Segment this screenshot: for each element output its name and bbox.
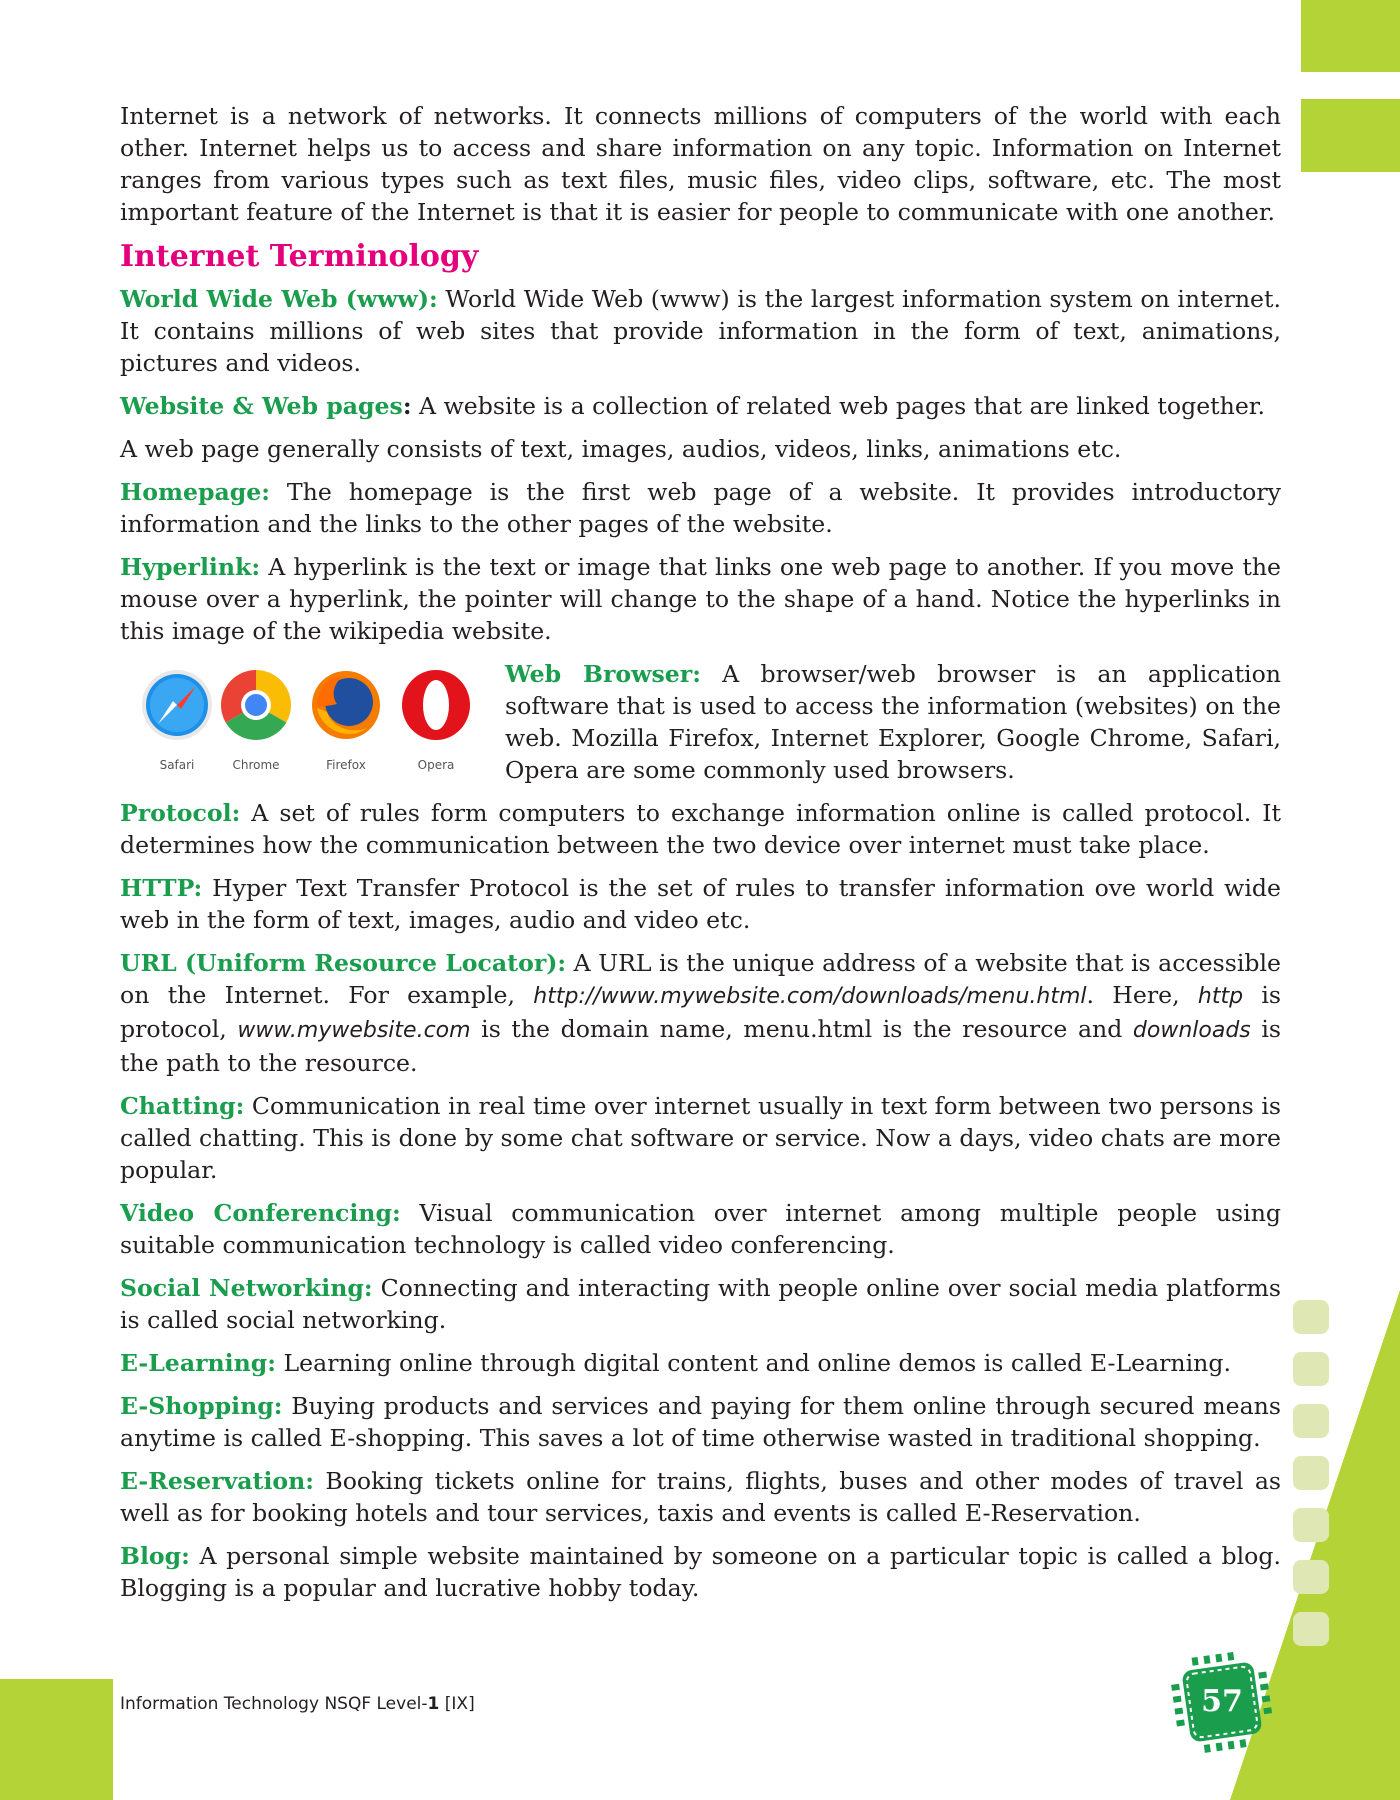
firefox-icon: [309, 668, 383, 742]
term-label: Homepage:: [120, 478, 271, 506]
browser-caption: Opera: [417, 758, 455, 772]
url-protocol: http: [1197, 984, 1244, 1009]
corner-tab-top: [1301, 0, 1400, 72]
term-label: World Wide Web (www):: [120, 285, 438, 313]
term-url: [120, 947, 1281, 1079]
term-www: [120, 283, 1281, 379]
term-label: Blog:: [120, 1542, 190, 1570]
film-strip-square: [1293, 1560, 1329, 1594]
term-website: [120, 390, 1281, 422]
term-definition: A personal simple website maintained by someone on a particular topic is called a blog. Blogging is a popular and lucrative hobby today.: [120, 1542, 1281, 1602]
footer-prefix: Information Technology NSQF Level-: [120, 1694, 428, 1714]
chrome-icon: [219, 668, 293, 742]
term-protocol: [120, 797, 1281, 861]
term-label: E-Reservation:: [120, 1467, 315, 1495]
intro-paragraph: Internet is a network of networks. It connects millions of computers of the world with each other. Internet helps us to access and share information on any topic. Information on Internet ranges from various types such as text files, music files, video clips, software, etc. The most important feature of the Internet is that it is easier for people to communicate with one another.: [120, 102, 1281, 226]
term-social-networking: [120, 1272, 1281, 1336]
term-video-conferencing: [120, 1197, 1281, 1261]
url-text: is protocol,: [120, 981, 1282, 1043]
url-example: http://www.mywebsite.com/downloads/menu.html: [533, 984, 1087, 1009]
term-label: Hyperlink:: [120, 553, 261, 581]
browser-caption: Firefox: [326, 758, 366, 772]
term-label: Web Browser:: [505, 660, 701, 688]
term-definition: The homepage is the first web page of a website. It provides introductory information and the links to the other pages of the website.: [120, 478, 1281, 538]
corner-tab-second: [1301, 99, 1400, 172]
opera-icon: [399, 668, 473, 742]
browser-section: [120, 658, 1281, 786]
term-label: E-Learning:: [120, 1349, 277, 1377]
term-definition: Booking tickets online for trains, flights, buses and other modes of travel as well as for booking hotels and tour services, taxis and events is called E-Reservation.: [120, 1467, 1281, 1527]
film-strip-square: [1293, 1300, 1329, 1334]
footer-book-title: [120, 1694, 475, 1714]
term-definition: Buying products and services and paying for them online through secured means anytime is called E-shopping. This saves a lot of time otherwise wasted in traditional shopping.: [120, 1392, 1281, 1452]
term-definition: A set of rules form computers to exchange information online is called protocol. It determines how the communication between the two device over internet must take place.: [120, 799, 1281, 859]
term-definition: Connecting and interacting with people online over social media platforms is called social networking.: [120, 1274, 1281, 1334]
term-colon: :: [402, 392, 412, 420]
term-definition: A browser/web browser is an application software that is used to access the information (websites) on the web. Mozilla Firefox, Internet Explorer, Google Chrome, Safari, Opera are some commonly used browsers.: [505, 660, 1281, 784]
term-blog: [120, 1540, 1281, 1604]
term-homepage: [120, 476, 1281, 540]
browser-caption: Chrome: [232, 758, 280, 772]
term-label: Social Networking:: [120, 1274, 373, 1302]
film-strip-square: [1293, 1456, 1329, 1490]
term-e-learning: [120, 1347, 1281, 1379]
url-text: is the domain name, menu.html is the resource and: [470, 1015, 1133, 1043]
footer-suffix: [IX]: [439, 1694, 475, 1714]
url-domain: www.mywebsite.com: [237, 1018, 471, 1043]
term-chatting: [120, 1090, 1281, 1186]
term-label: Protocol:: [120, 799, 241, 827]
term-definition: Hyper Text Transfer Protocol is the set of rules to transfer information ove world wide web in the form of text, images, audio and video etc.: [120, 874, 1281, 934]
term-web-browser: [505, 658, 1281, 786]
term-definition: A website is a collection of related web pages that are linked together.: [411, 392, 1265, 420]
page-content: [120, 100, 1281, 1615]
term-label: Website & Web pages: [120, 392, 403, 420]
film-strip-square: [1293, 1612, 1329, 1646]
film-strip-square: [1293, 1404, 1329, 1438]
term-definition: Visual communication over internet among multiple people using suitable communication technology is called video conferencing.: [120, 1199, 1281, 1259]
term-label: HTTP:: [120, 874, 203, 902]
safari-icon: [140, 668, 214, 742]
term-e-shopping: [120, 1390, 1281, 1454]
url-text: is the path to the resource.: [120, 1015, 1281, 1077]
browser-caption: Safari: [159, 758, 195, 772]
page-number: 57: [1201, 1684, 1243, 1719]
term-label: E-Shopping:: [120, 1392, 283, 1420]
url-text: . Here,: [1086, 981, 1198, 1009]
term-label: URL (Uniform Resource Locator):: [120, 949, 567, 977]
film-strip-square: [1293, 1352, 1329, 1386]
term-definition: World Wide Web (www) is the largest information system on internet. It contains millions of web sites that provide information in the form of text, animations, pictures and videos.: [120, 285, 1281, 377]
term-label: Video Conferencing:: [120, 1199, 401, 1227]
term-http: [120, 872, 1281, 936]
film-strip-square: [1293, 1508, 1329, 1542]
corner-block-bottom-left: [0, 1679, 113, 1800]
term-definition: A hyperlink is the text or image that links one web page to another. If you move the mouse over a hyperlink, the pointer will change to the shape of a hand. Notice the hyperlinks in this image of the wikipedia website.: [120, 553, 1281, 645]
browser-logos-figure: [120, 658, 505, 778]
term-definition: Learning online through digital content and online demos is called E-Learning.: [276, 1349, 1231, 1377]
webpage-line: A web page generally consists of text, images, audios, videos, links, animations etc.: [120, 435, 1122, 463]
url-path: downloads: [1132, 1018, 1251, 1043]
url-text: A URL is the unique address of a website that is accessible on the Internet. For example,: [120, 949, 1281, 1009]
footer-level: 1: [427, 1694, 440, 1714]
section-heading: Internet Terminology: [120, 239, 479, 274]
term-hyperlink: [120, 551, 1281, 647]
term-label: Chatting:: [120, 1092, 245, 1120]
term-definition: Communication in real time over internet usually in text form between two persons is called chatting. This is done by some chat software or service. Now a days, video chats are more popular.: [120, 1092, 1281, 1184]
term-e-reservation: [120, 1465, 1281, 1529]
